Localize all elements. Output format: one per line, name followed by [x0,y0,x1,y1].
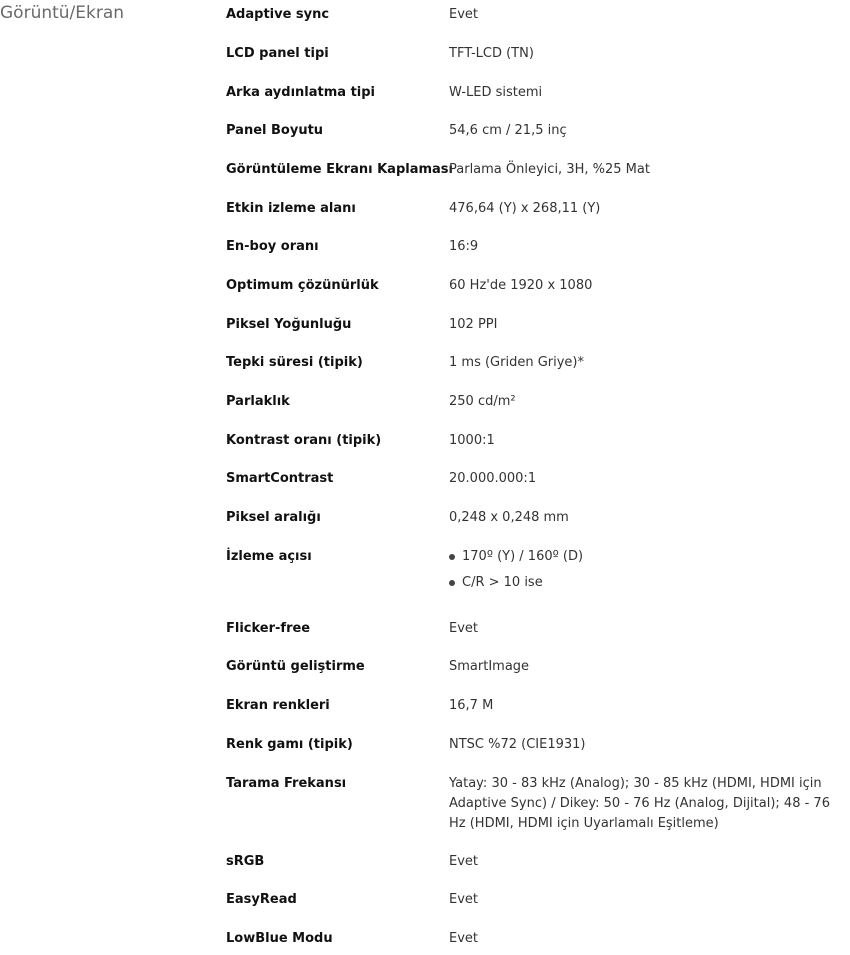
spec-label: Parlaklık [226,394,290,409]
section-title: Görüntü/Ekran [0,3,125,23]
spec-label: Görüntü geliştirme [226,659,365,674]
spec-value: Evet [449,854,479,869]
spec-label: Tarama Frekansı [226,776,347,791]
bullet-icon [449,554,455,560]
spec-value: SmartImage [449,659,530,674]
spec-label: SmartContrast [226,471,334,486]
spec-label: İzleme açısı [226,549,312,564]
spec-label: Piksel aralığı [226,510,321,525]
spec-value: Evet [449,892,479,907]
spec-value: 250 cd/m² [449,394,516,409]
spec-value: Yatay: 30 - 83 kHz (Analog); 30 - 85 kHz (HDMI, HDMI için Adaptive Sync) / Dikey: 50 - 76 Hz (Analog, Dijital); 48 - 76 Hz (HDMI, HDMI için Uyarlamalı Eşitleme) [449,776,830,831]
spec-label: EasyRead [226,892,297,907]
spec-value: 102 PPI [449,317,498,332]
spec-value: 60 Hz'de 1920 x 1080 [449,278,593,293]
spec-value: 54,6 cm / 21,5 inç [449,123,567,138]
spec-label: LCD panel tipi [226,46,329,61]
spec-value: Evet [449,621,479,636]
spec-label: Ekran renkleri [226,698,330,713]
spec-value: 20.000.000:1 [449,471,537,486]
spec-label: Arka aydınlatma tipi [226,85,375,100]
spec-label: Adaptive sync [226,7,330,22]
spec-label: Tepki süresi (tipik) [226,355,363,370]
spec-value: 0,248 x 0,248 mm [449,510,569,525]
spec-label: Optimum çözünürlük [226,278,379,293]
spec-value: 16,7 M [449,698,494,713]
list-item [449,547,841,567]
spec-label: sRGB [226,854,265,869]
list-item [449,573,841,593]
spec-value: Evet [449,931,479,946]
list-item-text: C/R > 10 ise [462,575,543,590]
spec-label: Flicker-free [226,621,311,636]
spec-value: Evet [449,7,479,22]
spec-value: 476,64 (Y) x 268,11 (Y) [449,201,601,216]
spec-value: 1 ms (Griden Griye)* [449,355,584,370]
spec-value: W-LED sistemi [449,85,543,100]
list-item-text: 170º (Y) / 160º (D) [462,549,584,564]
spec-label: Piksel Yoğunluğu [226,317,352,332]
spec-label: Kontrast oranı (tipik) [226,433,382,448]
spec-value: 16:9 [449,239,479,254]
bullet-icon [449,580,455,586]
spec-label: Etkin izleme alanı [226,201,356,216]
spec-value [449,547,841,593]
spec-value: NTSC %72 (CIE1931) [449,737,586,752]
spec-label: Renk gamı (tipik) [226,737,353,752]
bullet-list [449,547,841,593]
spec-label: Görüntüleme Ekranı Kaplaması [226,162,453,177]
spec-value: TFT-LCD (TN) [449,46,534,61]
spec-value: Parlama Önleyici, 3H, %25 Mat [449,162,650,177]
spec-value: 1000:1 [449,433,495,448]
spec-label: Panel Boyutu [226,123,324,138]
spec-label: En-boy oranı [226,239,319,254]
spec-label: LowBlue Modu [226,931,333,946]
